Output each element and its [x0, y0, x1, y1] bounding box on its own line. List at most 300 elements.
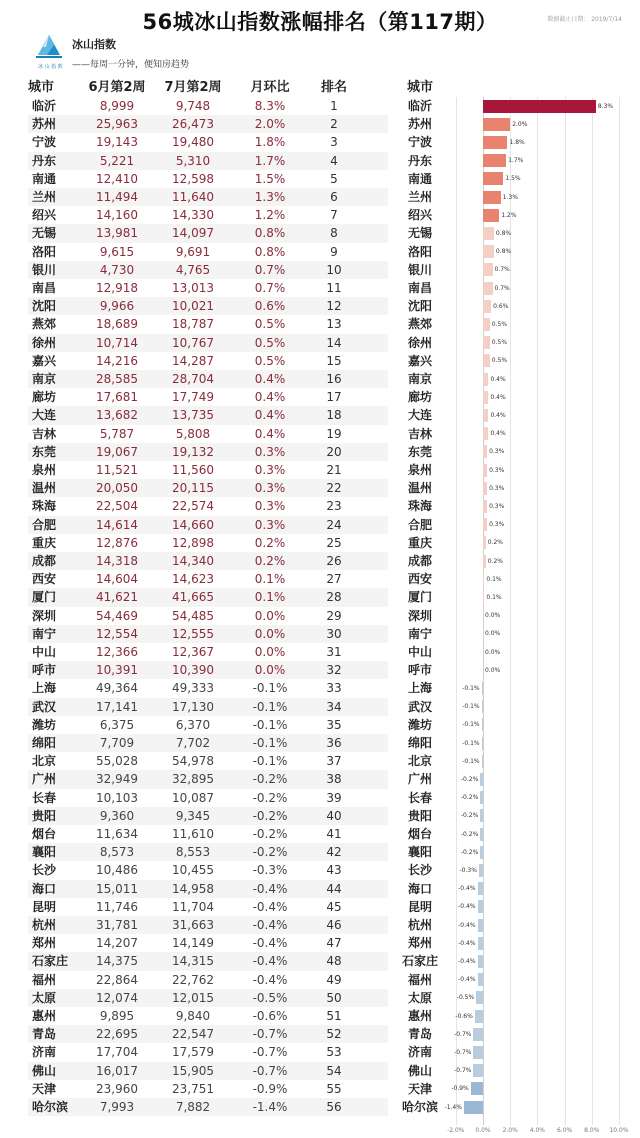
row-rank: 55 — [326, 1081, 342, 1096]
chart-data-label: 0.3% — [489, 521, 505, 529]
row-june-price: 22,504 — [96, 499, 138, 514]
row-city: 哈尔滨 — [32, 1100, 69, 1114]
row-rank: 2 — [330, 117, 338, 132]
table-row — [28, 1007, 388, 1025]
table-row — [28, 334, 388, 352]
row-city: 绍兴 — [32, 208, 57, 223]
table-row — [28, 152, 388, 170]
row-rank: 53 — [326, 1045, 342, 1060]
row-mom-change: -0.1% — [252, 681, 288, 696]
row-july-price: 12,367 — [172, 645, 214, 659]
chart-category-label: 深圳 — [407, 608, 432, 623]
row-rank: 56 — [326, 1100, 342, 1114]
row-mom-change: 1.3% — [254, 190, 286, 204]
chart-bar — [475, 1010, 483, 1023]
chart-category-label: 杭州 — [407, 918, 432, 932]
row-june-price: 12,554 — [96, 626, 138, 641]
chart-category-label: 襄阳 — [407, 845, 432, 860]
row-june-price: 4,730 — [99, 262, 135, 277]
chart-category-label: 兰州 — [407, 190, 432, 204]
row-june-price: 9,615 — [99, 244, 135, 259]
row-mom-change: 1.7% — [254, 153, 286, 168]
row-june-price: 14,216 — [96, 353, 138, 368]
row-rank: 43 — [326, 863, 342, 878]
chart-bar — [483, 555, 486, 568]
chart-data-label: -0.4% — [458, 885, 476, 893]
row-june-price: 11,521 — [96, 463, 138, 477]
table-row — [28, 861, 388, 879]
row-rank: 47 — [326, 936, 342, 951]
chart-data-label: 1.5% — [505, 175, 521, 183]
date-label: 数据截止日期： 2019/7/14 — [547, 16, 622, 23]
chart-data-label: 0.1% — [486, 575, 502, 583]
chart-category-label: 泉州 — [407, 463, 432, 477]
row-june-price: 11,746 — [96, 899, 138, 914]
chart-category-label: 绍兴 — [407, 208, 432, 223]
row-mom-change: 0.6% — [254, 299, 286, 314]
row-rank: 48 — [326, 954, 342, 969]
table-row — [28, 115, 388, 133]
row-june-price: 15,011 — [96, 881, 138, 896]
chart-data-label: 0.7% — [494, 266, 510, 274]
chart-x-tick-label: 4.0% — [529, 1127, 546, 1134]
chart-bar — [483, 354, 490, 367]
chart-category-label: 昆明 — [407, 899, 432, 914]
row-june-price: 54,469 — [96, 608, 138, 623]
row-july-price: 26,473 — [172, 117, 214, 132]
chart-data-label: -0.1% — [462, 703, 480, 711]
row-rank: 18 — [326, 408, 342, 423]
row-mom-change: -0.1% — [252, 754, 288, 769]
row-july-price: 28,704 — [172, 372, 214, 386]
row-rank: 1 — [330, 99, 338, 113]
row-city: 海口 — [32, 881, 57, 896]
row-mom-change: 0.1% — [254, 572, 286, 587]
row-rank: 27 — [326, 572, 342, 587]
row-city: 青岛 — [32, 1027, 57, 1042]
chart-category-label: 无锡 — [407, 226, 432, 241]
chart-bar — [483, 172, 503, 185]
table-row — [28, 588, 388, 606]
chart-data-label: 0.4% — [490, 430, 506, 438]
row-city: 兰州 — [32, 190, 57, 204]
row-june-price: 12,410 — [96, 171, 138, 186]
chart-x-tick-label: 6.0% — [556, 1127, 573, 1134]
row-june-price: 14,614 — [96, 517, 138, 532]
row-july-price: 31,663 — [172, 918, 214, 932]
chart-bar — [473, 1046, 483, 1059]
chart-data-label: 0.2% — [487, 557, 503, 565]
row-july-price: 41,665 — [172, 590, 214, 605]
row-july-price: 19,480 — [172, 135, 214, 150]
row-mom-change: 0.5% — [254, 335, 286, 350]
table-row — [28, 1080, 388, 1098]
row-mom-change: -0.7% — [252, 1045, 288, 1060]
chart-category-label: 西安 — [407, 572, 432, 587]
table-row — [28, 1043, 388, 1061]
row-june-price: 9,966 — [99, 299, 135, 314]
row-july-price: 12,898 — [172, 535, 214, 550]
chart-gridline — [456, 97, 457, 1125]
chart-category-label: 南宁 — [407, 626, 432, 641]
chart-data-label: 0.4% — [490, 411, 506, 419]
chart-category-label: 石家庄 — [401, 954, 438, 969]
chart-bar — [482, 755, 483, 768]
row-city: 郑州 — [32, 936, 57, 951]
chart-data-label: 0.3% — [489, 502, 505, 510]
table-row — [28, 534, 388, 552]
row-mom-change: -1.4% — [252, 1100, 288, 1114]
chart-data-label: 0.4% — [490, 393, 506, 401]
row-rank: 5 — [330, 171, 338, 186]
row-city: 昆明 — [32, 899, 57, 914]
row-rank: 17 — [326, 390, 342, 405]
chart-category-label: 重庆 — [407, 535, 432, 550]
row-rank: 22 — [326, 481, 342, 496]
chart-data-label: 0.6% — [493, 302, 509, 310]
row-city: 西安 — [32, 572, 57, 587]
table-row — [28, 1025, 388, 1043]
iceberg-logo-icon — [34, 33, 64, 63]
row-city: 温州 — [32, 481, 57, 496]
chart-gridline — [592, 97, 593, 1125]
row-city: 泉州 — [32, 463, 57, 477]
row-july-price: 14,660 — [172, 517, 214, 532]
chart-data-label: 0.7% — [494, 284, 510, 292]
table-row — [28, 243, 388, 261]
row-mom-change: 0.1% — [254, 590, 286, 605]
chart-bar — [482, 682, 483, 695]
row-july-price: 11,560 — [172, 463, 214, 477]
row-city: 东莞 — [32, 444, 57, 459]
chart-bar — [480, 773, 483, 786]
table-row — [28, 552, 388, 570]
row-july-price: 14,097 — [172, 226, 214, 241]
row-rank: 16 — [326, 372, 342, 386]
table-row — [28, 516, 388, 534]
chart-bar — [483, 318, 490, 331]
chart-category-label: 北京 — [407, 754, 432, 769]
chart-bar — [483, 573, 484, 586]
row-june-price: 14,160 — [96, 208, 138, 223]
chart-category-label: 贵阳 — [407, 808, 432, 823]
row-city: 南通 — [32, 171, 57, 186]
header-chart-city: 城市 — [406, 80, 433, 95]
row-city: 临沂 — [32, 99, 57, 113]
chart-bar — [478, 919, 483, 932]
row-july-price: 14,149 — [172, 936, 214, 951]
row-rank: 13 — [326, 317, 342, 332]
row-rank: 42 — [326, 845, 342, 860]
row-city: 厦门 — [32, 590, 57, 605]
row-city: 南宁 — [32, 626, 57, 641]
row-june-price: 28,585 — [96, 372, 138, 386]
chart-data-label: -0.1% — [462, 684, 480, 692]
row-june-price: 14,604 — [96, 572, 138, 587]
row-june-price: 8,999 — [99, 99, 135, 113]
chart-category-label: 郑州 — [407, 936, 432, 951]
row-rank: 24 — [326, 517, 342, 532]
row-july-price: 18,787 — [172, 317, 214, 332]
chart-category-label: 太原 — [407, 990, 432, 1005]
chart-category-label: 惠州 — [407, 1009, 432, 1023]
chart-data-label: 0.8% — [495, 229, 512, 237]
chart-data-label: 0.8% — [495, 248, 512, 256]
chart-x-tick-label: 10.0% — [609, 1127, 629, 1134]
table-row — [28, 752, 388, 770]
row-rank: 34 — [326, 699, 342, 714]
chart-category-label: 厦门 — [407, 590, 432, 605]
chart-category-label: 潍坊 — [407, 717, 432, 732]
chart-category-label: 沈阳 — [407, 299, 432, 314]
chart-bar — [482, 700, 483, 713]
header-jul: 7月第2周 — [164, 80, 222, 95]
chart-gridline — [619, 97, 620, 1125]
chart-data-label: -0.1% — [462, 739, 480, 747]
chart-bar — [483, 409, 488, 422]
row-june-price: 12,366 — [96, 645, 138, 659]
row-june-price: 7,993 — [99, 1100, 135, 1114]
table-row — [28, 406, 388, 424]
chart-bar — [483, 373, 488, 386]
chart-data-label: 0.0% — [485, 612, 501, 620]
header-jun: 6月第2周 — [88, 80, 146, 95]
chart-data-label: 0.3% — [489, 448, 505, 456]
row-mom-change: -0.7% — [252, 1027, 288, 1042]
row-july-price: 4,765 — [175, 262, 211, 277]
row-mom-change: 0.3% — [254, 517, 286, 532]
chart-x-tick-label: 2.0% — [502, 1127, 518, 1134]
chart-category-label: 南通 — [407, 171, 432, 186]
row-mom-change: -0.9% — [252, 1081, 288, 1096]
chart-category-label: 珠海 — [407, 499, 432, 514]
row-july-price: 11,610 — [172, 827, 214, 841]
chart-data-label: 1.8% — [509, 138, 525, 146]
row-july-price: 17,749 — [172, 390, 214, 405]
row-mom-change: -0.6% — [252, 1009, 288, 1023]
table-row — [28, 570, 388, 588]
row-mom-change: 0.4% — [254, 408, 286, 423]
row-mom-change: 2.0% — [254, 117, 286, 132]
chart-bar — [473, 1028, 483, 1041]
row-july-price: 54,978 — [172, 754, 214, 769]
chart-bar — [478, 955, 483, 968]
table-row — [28, 971, 388, 989]
row-rank: 19 — [326, 426, 342, 441]
row-city: 丹东 — [32, 153, 57, 168]
row-mom-change: -0.2% — [252, 827, 288, 841]
chart-data-label: -0.3% — [459, 866, 477, 874]
row-mom-change: 0.3% — [254, 499, 286, 514]
table-row — [28, 224, 388, 242]
chart-category-label: 徐州 — [407, 335, 432, 350]
chart-bar — [480, 846, 483, 859]
row-city: 长沙 — [32, 863, 57, 878]
chart-bar — [483, 427, 488, 440]
row-rank: 45 — [326, 899, 342, 914]
row-june-price: 10,103 — [96, 790, 138, 805]
row-june-price: 23,960 — [96, 1081, 138, 1096]
chart-bar — [473, 1064, 483, 1077]
chart-category-label: 烟台 — [407, 827, 432, 841]
row-mom-change: -0.4% — [252, 936, 288, 951]
chart-data-label: -0.2% — [460, 830, 479, 838]
row-mom-change: -0.4% — [252, 881, 288, 896]
row-july-price: 9,748 — [175, 99, 211, 113]
row-june-price: 5,221 — [99, 153, 135, 168]
row-july-price: 17,579 — [172, 1045, 214, 1060]
chart-bar — [483, 336, 490, 349]
table-row — [28, 461, 388, 479]
chart-data-label: -0.4% — [458, 921, 476, 929]
row-rank: 41 — [326, 827, 342, 841]
row-june-price: 10,486 — [96, 863, 138, 878]
chart-bar — [480, 828, 483, 841]
row-rank: 9 — [330, 244, 338, 259]
chart-bar — [479, 864, 483, 877]
row-june-price: 17,681 — [96, 390, 138, 405]
row-july-price: 22,547 — [172, 1027, 214, 1042]
logo-text: 冰 山 指 数 — [38, 64, 63, 70]
chart-bar — [483, 591, 484, 604]
table-row — [28, 989, 388, 1007]
chart-bar — [480, 791, 483, 804]
chart-category-label: 武汉 — [407, 699, 432, 714]
row-city: 石家庄 — [32, 954, 69, 969]
chart-data-label: -0.7% — [454, 1067, 472, 1075]
row-july-price: 23,751 — [172, 1081, 214, 1096]
chart-data-label: 0.5% — [491, 339, 508, 347]
row-city: 银川 — [32, 262, 57, 277]
row-june-price: 12,918 — [96, 281, 138, 295]
table-row — [28, 679, 388, 697]
row-july-price: 14,340 — [172, 554, 214, 568]
row-mom-change: 0.8% — [254, 226, 286, 241]
row-rank: 46 — [326, 918, 342, 932]
chart-data-label: 0.5% — [491, 357, 508, 365]
row-rank: 40 — [326, 808, 342, 823]
row-july-price: 12,555 — [172, 626, 214, 641]
table-row — [28, 734, 388, 752]
table-row — [28, 388, 388, 406]
row-mom-change: 0.0% — [254, 608, 286, 623]
row-july-price: 10,767 — [172, 335, 214, 350]
row-july-price: 54,485 — [172, 608, 214, 623]
row-june-price: 14,207 — [96, 936, 138, 951]
chart-bar — [478, 937, 483, 950]
row-rank: 12 — [326, 299, 342, 314]
chart-bar — [483, 154, 506, 167]
row-june-price: 12,074 — [96, 990, 138, 1005]
row-mom-change: -0.4% — [252, 972, 288, 987]
chart-category-label: 廊坊 — [407, 390, 432, 405]
row-city: 杭州 — [32, 918, 57, 932]
row-city: 襄阳 — [32, 845, 57, 860]
chart-data-label: 0.1% — [486, 593, 502, 601]
row-june-price: 9,895 — [99, 1009, 135, 1023]
chart-category-label: 广州 — [407, 772, 432, 787]
row-mom-change: -0.7% — [252, 1063, 288, 1078]
row-june-price: 19,143 — [96, 135, 138, 150]
chart-bar — [483, 100, 596, 113]
chart-bar — [483, 464, 487, 477]
row-june-price: 13,682 — [96, 408, 138, 423]
row-city: 苏州 — [32, 117, 57, 132]
chart-data-label: -0.4% — [458, 976, 476, 984]
chart-data-label: 0.3% — [489, 484, 505, 492]
row-july-price: 22,762 — [172, 972, 214, 987]
chart-bar — [483, 245, 494, 258]
row-june-price: 10,714 — [96, 335, 138, 350]
row-june-price: 25,963 — [96, 117, 138, 132]
chart-category-label: 天津 — [407, 1081, 432, 1096]
row-july-price: 11,704 — [172, 899, 214, 914]
row-mom-change: -0.2% — [252, 772, 288, 787]
row-july-price: 9,345 — [175, 808, 211, 823]
row-city: 南京 — [32, 372, 57, 386]
row-rank: 3 — [330, 135, 338, 150]
row-city: 合肥 — [32, 517, 57, 532]
row-mom-change: 0.3% — [254, 463, 286, 477]
row-mom-change: -0.4% — [252, 918, 288, 932]
chart-category-label: 青岛 — [407, 1027, 432, 1042]
table-row — [28, 880, 388, 898]
row-mom-change: 0.4% — [254, 372, 286, 386]
row-june-price: 14,318 — [96, 554, 138, 568]
row-rank: 25 — [326, 535, 342, 550]
row-july-price: 14,958 — [172, 881, 214, 896]
row-july-price: 10,455 — [172, 863, 214, 878]
row-mom-change: -0.5% — [252, 990, 288, 1005]
chart-data-label: -0.4% — [458, 939, 476, 947]
chart-bar — [478, 973, 483, 986]
row-city: 中山 — [32, 645, 57, 659]
chart-bar — [482, 737, 483, 750]
chart-data-label: 8.3% — [597, 102, 614, 110]
chart-bar — [483, 191, 501, 204]
chart-data-label: 0.4% — [490, 375, 506, 383]
table-row — [28, 1062, 388, 1080]
chart-data-label: 0.2% — [487, 539, 503, 547]
table-row — [28, 934, 388, 952]
chart-data-label: 1.3% — [502, 193, 518, 201]
row-june-price: 12,876 — [96, 535, 138, 550]
chart-bar — [483, 209, 499, 222]
table-row — [28, 443, 388, 461]
chart-category-label: 福州 — [407, 972, 432, 987]
row-july-price: 14,287 — [172, 353, 214, 368]
row-july-price: 7,882 — [175, 1100, 211, 1114]
chart-data-label: 0.3% — [489, 466, 505, 474]
row-june-price: 18,689 — [96, 317, 138, 332]
row-city: 呼市 — [32, 663, 57, 678]
row-mom-change: -0.1% — [252, 736, 288, 750]
row-mom-change: 0.0% — [254, 663, 286, 678]
row-june-price: 49,364 — [96, 681, 138, 696]
row-july-price: 20,115 — [172, 481, 214, 496]
chart-data-label: 1.2% — [501, 211, 517, 219]
table-row — [28, 916, 388, 934]
row-mom-change: -0.1% — [252, 717, 288, 732]
row-rank: 11 — [326, 281, 342, 295]
row-june-price: 19,067 — [96, 444, 138, 459]
chart-data-label: -0.2% — [460, 812, 479, 820]
row-june-price: 16,017 — [96, 1063, 138, 1078]
table-row — [28, 479, 388, 497]
row-mom-change: 0.7% — [254, 262, 286, 277]
row-rank: 14 — [326, 335, 342, 350]
row-june-price: 9,360 — [99, 808, 135, 823]
